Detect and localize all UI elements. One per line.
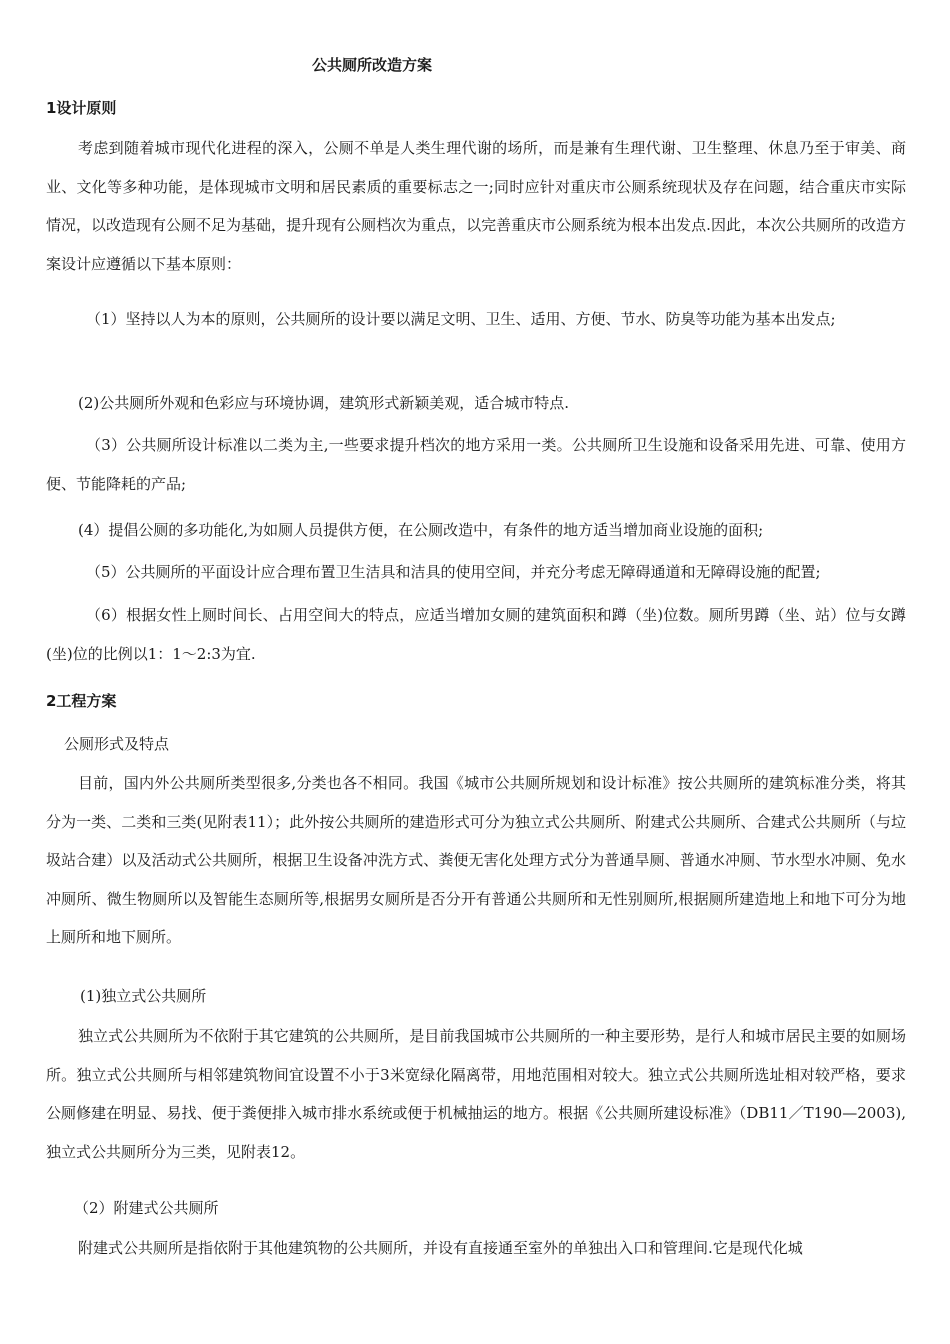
subheading-standalone-toilet: (1)独立式公共厕所 [80,987,207,1005]
principle-3: （3）公共厕所设计标准以二类为主,一些要求提升档次的地方采用一类。公共厕所卫生设施和设备采用先进、可靠、使用方便、节能降耗的产品; [46,436,906,493]
section-heading-engineering-plan: 2工程方案 [46,692,117,710]
document-title: 公共厕所改造方案 [312,56,433,74]
section-heading-design-principles: 1设计原则 [46,99,117,117]
subheading-attached-toilet: （2）附建式公共厕所 [74,1199,219,1217]
principle-5: （5）公共厕所的平面设计应合理布置卫生洁具和洁具的使用空间，并充分考虑无障碍通道和无障碍设施的配置; [86,563,821,581]
attached-toilet-paragraph: 附建式公共厕所是指依附于其他建筑物的公共厕所，并设有直接通至室外的单独出入口和管理间.它是现代化城 [78,1239,803,1257]
principle-2: (2)公共厕所外观和色彩应与环境协调，建筑形式新颖美观，适合城市特点. [78,394,570,412]
principle-1: （1）坚持以人为本的原则，公共厕所的设计要以满足文明、卫生、适用、方便、节水、防臭等功能为基本出发点; [86,310,836,328]
section1-intro-paragraph: 考虑到随着城市现代化进程的深入，公厕不单是人类生理代谢的场所，而是兼有生理代谢、卫生整理、休息乃至于审美、商业、文化等多种功能，是体现城市文明和居民素质的重要标志之一;同时应针对重庆市公厕系统现状及存在问题，结合重庆市实际情况，以改造现有公厕不足为基础，提升现有公厕档次为重点，以完善重庆市公厕系统为根本出发点.因此，本次公共厕所的改造方案设计应遵循以下基本原则： [46,139,906,273]
principle-4: (4）提倡公厕的多功能化,为如厕人员提供方便，在公厕改造中，有条件的地方适当增加商业设施的面积; [78,521,764,539]
section2-overview-paragraph: 目前，国内外公共厕所类型很多,分类也各不相同。我国《城市公共厕所规划和设计标准》按公共厕所的建筑标准分类，将其分为一类、二类和三类(见附表11）；此外按公共厕所的建造形式可分为独立式公共厕所、附建式公共厕所、合建式公共厕所（与垃圾站合建）以及活动式公共厕所，根据卫生设备冲洗方式、粪便无害化处理方式分为普通旱厕、普通水冲厕、节水型水冲厕、免水冲厕所、微生物厕所以及智能生态厕所等,根据男女厕所是否分开有普通公共厕所和无性别厕所,根据厕所建造地上和地下可分为地上厕所和地下厕所。 [46,774,906,947]
principle-6: （6）根据女性上厕时间长、占用空间大的特点，应适当增加女厕的建筑面积和蹲（坐)位数。厕所男蹲（坐、站）位与女蹲(坐)位的比例以1：1～2:3为宜. [46,606,906,663]
standalone-toilet-paragraph: 独立式公共厕所为不依附于其它建筑的公共厕所，是目前我国城市公共厕所的一种主要形势，是行人和城市居民主要的如厕场所。独立式公共厕所与相邻建筑物间宜设置不小于3米宽绿化隔离带，用地范围相对较大。独立式公共厕所选址相对较严格，要求公厕修建在明显、易找、便于粪便排入城市排水系统或便于机械抽运的地方。根据《公共厕所建设标准》（DB11／T190—2003),独立式公共厕所分为三类，见附表12。 [46,1027,906,1161]
subheading-toilet-forms: 公厕形式及特点 [64,735,170,753]
